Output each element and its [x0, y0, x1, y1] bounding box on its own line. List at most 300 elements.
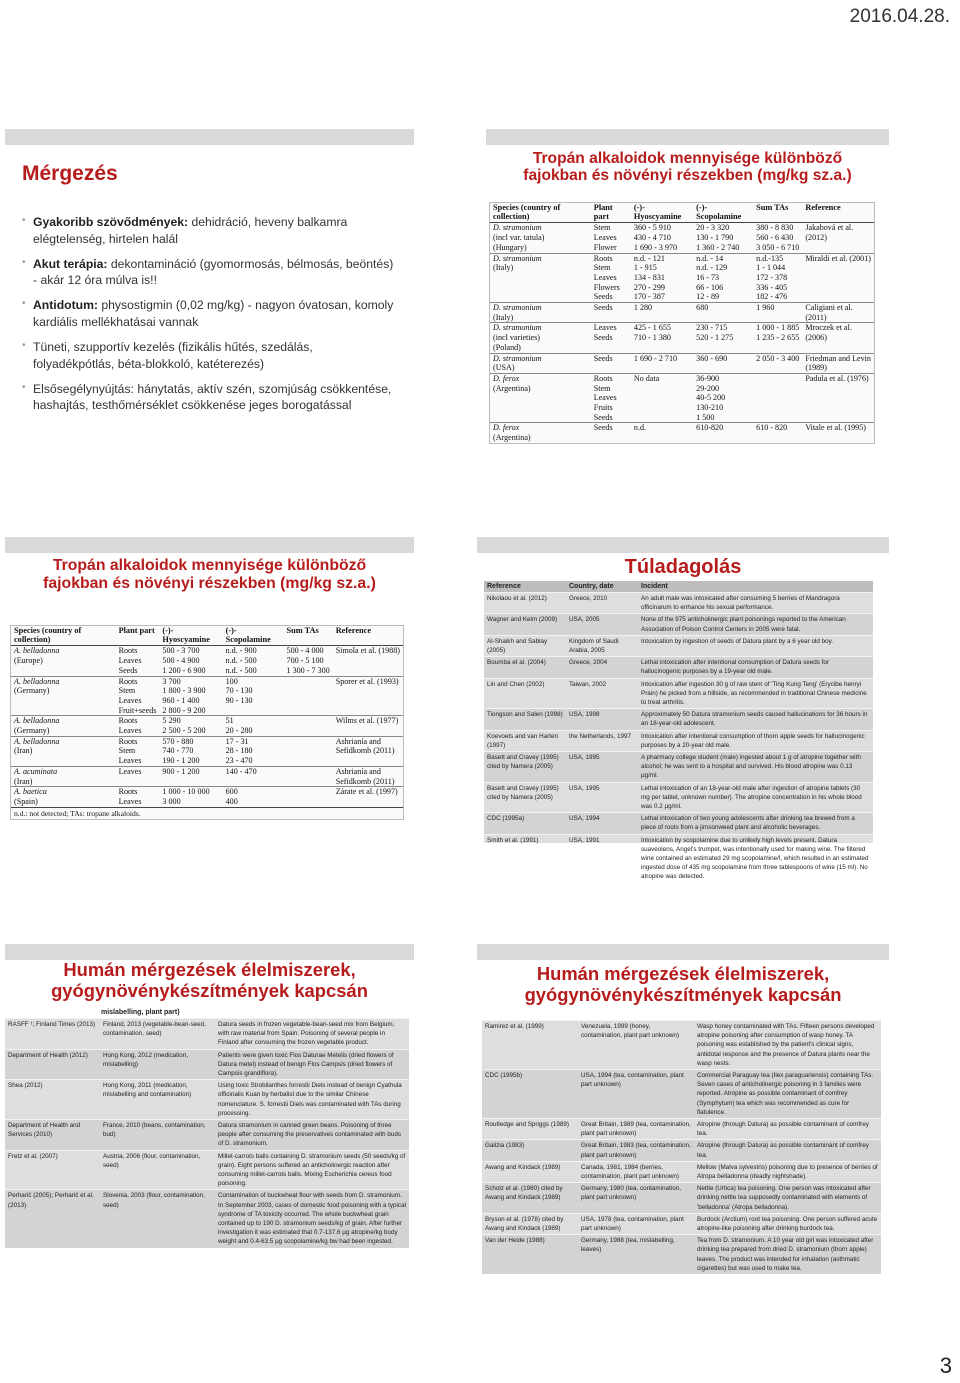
- table-cell: Padula et al. (1976): [802, 373, 874, 383]
- table-cell: 600: [223, 787, 284, 797]
- table-cell: [631, 363, 693, 373]
- table-cell: Intoxication by ingestion of seeds of Datura plant by a 6 year old boy.: [638, 635, 873, 656]
- table-row: [482, 1070, 881, 1119]
- table-cell: Roots: [116, 676, 160, 686]
- table-cell: 134 - 831: [633, 272, 665, 282]
- table-cell: Fruits: [593, 403, 613, 413]
- table-cell: [753, 343, 802, 353]
- table-row: [482, 1183, 881, 1214]
- table-cell: D. ferox: [490, 373, 591, 383]
- table-cell: Leaves: [118, 726, 142, 736]
- table-cell: [802, 403, 874, 413]
- table-cell: No data: [631, 373, 693, 383]
- table-cell: n.d. - 900: [223, 646, 284, 656]
- column-header: Sum TAs: [753, 203, 802, 223]
- table-cell: Approximately 50 Datura stramonium seeds caused hallucinations for 36 hours in an 18-year-old adolescent.: [638, 709, 873, 730]
- table-cell: [490, 413, 591, 423]
- table-cell: A. belladonna: [11, 646, 116, 656]
- column-header: (-)-Hyoscyamine: [631, 203, 693, 223]
- table-cell: (Argentina): [493, 433, 531, 443]
- table-cell: Lethal intoxication after intentional consumption of Datura seeds for hallucinogenic purposes by a 19-year old male.: [638, 657, 873, 678]
- table-cell: D. stramonium: [490, 223, 591, 233]
- table-cell: Roots: [116, 787, 160, 797]
- table-cell: Atropine (through Datura) as possible contaminant of comfrey tea.: [694, 1119, 881, 1140]
- table-cell: 70 - 130: [225, 686, 253, 696]
- table-row: [11, 736, 403, 746]
- table-cell: the Netherlands, 1997: [566, 730, 638, 751]
- table-row: [490, 303, 874, 313]
- table-cell: Caligiani et al.: [802, 303, 874, 313]
- table-cell: 1 500: [696, 412, 715, 422]
- table-row: [490, 363, 874, 373]
- bullet-item: [22, 214, 394, 248]
- table-cell: Leaves: [118, 695, 142, 705]
- table-row: [5, 1190, 409, 1248]
- table-cell: Wagner and Keim (2009): [484, 614, 566, 635]
- table-cell: [284, 676, 333, 686]
- table-cell: (incl varieties): [493, 333, 540, 343]
- table-cell: [490, 283, 591, 293]
- table-cell: [284, 686, 333, 696]
- table-cell: Simola et al. (1988): [333, 646, 403, 656]
- table-cell: [11, 696, 116, 706]
- table-cell: [591, 313, 631, 323]
- table-row: [490, 393, 874, 403]
- table-cell: 500 - 4 000: [284, 646, 333, 656]
- table-cell: 1 690 - 2 710: [631, 353, 693, 363]
- table-cell: (Iran): [14, 746, 33, 756]
- table-cell: Millet-carrots balls containing D. stramonium seeds (50 seeds/kg of grain). Eight persons suffered an anticholinergic reaction after consuming millet-carrots balls. Mixing Escherichia cereus food poisoning.: [215, 1150, 409, 1190]
- table-cell: [333, 666, 403, 676]
- table-row: [482, 1213, 881, 1234]
- table-cell: [333, 756, 403, 766]
- table-cell: [631, 413, 693, 423]
- table-cell: [223, 706, 284, 716]
- table-cell: (Italy): [493, 312, 514, 322]
- table-row: [11, 686, 403, 696]
- table-cell: Roots: [591, 373, 631, 383]
- table-cell: [223, 777, 284, 787]
- table-cell: Stem: [118, 686, 136, 696]
- table-cell: Leaves: [118, 796, 142, 806]
- table-cell: [284, 716, 333, 726]
- table-cell: 29-200: [696, 383, 720, 393]
- table-cell: [591, 343, 631, 353]
- table-cell: 3 000: [162, 796, 181, 806]
- table-cell: Department of Health (2012): [5, 1049, 100, 1080]
- table-cell: An adult male was intoxicated after consuming 5 berries of Mandragora officinarum to enhance his sexual performance.: [638, 593, 873, 614]
- table-cell: Contamination of buckwheat flour with seeds from D. stramonium. In September 2003, cases of domestic food poisoning with a typical syndrome of TA toxicity occurred. The whole buckwheat grain contained up to 190 D. stramonium seeds/kg of grain. After further investigation it was estimated that 0.7-137.6 µg atropine/kg body weight and 0.4-63.5 µg scopolamine/kg bw had been ingested.: [215, 1190, 409, 1248]
- bullet-item: [22, 381, 394, 415]
- column-header: (-)-Scopolamine: [223, 626, 284, 646]
- table-cell: 16 - 73: [696, 272, 720, 282]
- column-header: Reference: [484, 581, 566, 593]
- table-cell: 17 - 31: [223, 736, 284, 746]
- table-cell: Seeds: [591, 423, 631, 433]
- table-cell: [753, 403, 802, 413]
- table-cell: Mroczek et al.: [802, 323, 874, 333]
- table-cell: France, 2010 (beans, contamination, bud): [100, 1120, 215, 1151]
- table-cell: 400: [225, 796, 238, 806]
- bullet-lead: Gyakoribb szövődmények:: [33, 215, 189, 229]
- table-cell: 100: [223, 676, 284, 686]
- table-cell: [802, 243, 874, 253]
- table-cell: (Spain): [14, 796, 38, 806]
- table-cell: Patients were given toxic Flos Daturae Metelis (dried flowers of Datura metel) instead of benign Flos Campsis (dried flowers of Campsis grandiflora).: [215, 1049, 409, 1080]
- table-cell: [802, 384, 874, 394]
- table-cell: [11, 666, 116, 676]
- table-cell: [753, 313, 802, 323]
- table-cell: [753, 373, 802, 383]
- table-cell: Jakabová et al.: [802, 223, 874, 233]
- slide-title: Mérgezés: [22, 162, 118, 185]
- table-cell: Kingdom of Saudi Arabia, 2005: [566, 635, 638, 656]
- table-row: [11, 646, 403, 656]
- table-cell: Austria, 2006 (flour, contamination, seed): [100, 1150, 215, 1190]
- table-cell: Leaves: [593, 233, 617, 243]
- bullet-text: Elsősegélynyújtás: hánytatás, aktív szén, szomjúság csökkentése, hashajtás, testhőmérséklet csökkenése jeges borogatással: [33, 381, 392, 413]
- table-cell: (USA): [493, 363, 515, 373]
- bullet-item: [22, 339, 394, 373]
- table-cell: [159, 777, 222, 787]
- table-row: [11, 666, 403, 676]
- column-header: (-)-Hyoscyamine: [159, 626, 222, 646]
- table-cell: 190 - 1 200: [162, 756, 200, 766]
- table-row: [490, 413, 874, 423]
- food-poisoning-table-2: [482, 1020, 881, 1272]
- table-row: [484, 813, 873, 834]
- table-cell: [802, 263, 874, 273]
- table-cell: USA, 1991: [566, 834, 638, 883]
- table-cell: Sefidkomb (2011): [335, 746, 395, 756]
- table-cell: (2006): [805, 333, 827, 343]
- column-header: Species (country of collection): [490, 203, 591, 223]
- bullet-item: [22, 256, 394, 290]
- slide-title-line: gyógynövénykészítmények kapcsán: [524, 983, 842, 1005]
- table-cell: Burdock (Arctium) root tea poisoning. One person suffered acute atropine-like poisoning after drinking burdock tea.: [694, 1213, 881, 1234]
- table-cell: 140 - 470: [223, 766, 284, 776]
- table-cell: [284, 766, 333, 776]
- table-cell: USA, 1995: [566, 752, 638, 783]
- table-cell: Wilms et al. (1977): [333, 716, 403, 726]
- table-cell: D. stramonium: [490, 303, 591, 313]
- table-cell: [753, 384, 802, 394]
- table-cell: [333, 686, 403, 696]
- slide-header-bar: [477, 537, 889, 553]
- table-cell: USA, 1995: [566, 782, 638, 813]
- table-cell: 1 360 - 2 740: [696, 242, 740, 252]
- table-cell: 570 - 880: [159, 736, 222, 746]
- table-cell: Leaves: [116, 766, 160, 776]
- table-cell: Flower: [593, 242, 617, 252]
- table-cell: [284, 797, 333, 807]
- table-cell: [333, 706, 403, 716]
- page-number: 3: [939, 1353, 952, 1378]
- table-cell: A. acuminata: [11, 766, 116, 776]
- table-row: [490, 353, 874, 363]
- table-cell: [284, 756, 333, 766]
- table-cell: Galizia (1983): [482, 1140, 578, 1161]
- table-cell: Sporer et al. (1993): [333, 676, 403, 686]
- column-header: Incident: [638, 581, 873, 593]
- table-cell: Greece, 2004: [566, 657, 638, 678]
- table-cell: Nikolaou et al. (2012): [484, 593, 566, 614]
- table-row: [482, 1235, 881, 1274]
- table-cell: Routledge and Spriggs (1989): [482, 1119, 578, 1140]
- table-row: [490, 273, 874, 283]
- table-cell: 610 - 820: [753, 423, 802, 433]
- table-cell: n.d. - 500: [225, 665, 257, 675]
- table-cell: 560 - 6 430: [756, 233, 794, 243]
- slide-title-line: fajokban és növényi részekben (mg/kg sz.a.): [523, 167, 852, 185]
- table-cell: Boumba et al. (2004): [484, 657, 566, 678]
- table-cell: Van der Heide (1988): [482, 1235, 578, 1274]
- table-cell: Tea from D. stramonium. A 10 year old girl was intoxicated after drinking tea prepared from dried D. stramonium (thorn apple) leaves. The product was intended for inhalation (asthmatic cigarettes) but was used to make tea.: [694, 1235, 881, 1274]
- table-row: [11, 696, 403, 706]
- column-header: Reference: [333, 626, 403, 646]
- bullet-text: physostigmin (0,02 mg/kg) - nagyon óvatosan, komoly kardiális mellékhatásai vannak: [33, 298, 394, 330]
- table-cell: Canada, 1981, 1984 (berries, contamination, plant part unknown): [578, 1161, 694, 1182]
- table-row: [11, 656, 403, 666]
- table-cell: (Iran): [14, 776, 33, 786]
- table-cell: Hong Kong, 2012 (medication, mislabelling): [100, 1049, 215, 1080]
- table-cell: 360 - 690: [693, 353, 753, 363]
- table-cell: [802, 343, 874, 353]
- table-cell: [802, 413, 874, 423]
- table-row: [5, 1019, 409, 1050]
- food-poisoning-table-1: [5, 1008, 409, 1246]
- table-cell: Great Britain, 1983 (tea, contamination, plant part unknown): [578, 1140, 694, 1161]
- table-row: [5, 1120, 409, 1151]
- table-cell: Nettle (Urtica) tea poisoning. One person was intoxicated after drinking nettle tea supposedly contaminated with elements of 'belladonna' (Atropa belladonna).: [694, 1183, 881, 1214]
- table-cell: [693, 433, 753, 443]
- table-cell: 2 500 - 5 200: [162, 726, 206, 736]
- table-cell: [693, 313, 753, 323]
- table-cell: Using toxic Strobilanthes forrestii Diels instead of benign Cyathula officinalis Kuan by herbalist due to the similar Chinese nomenclature. S. forrestii Diels was contaminated with TAs during processing.: [215, 1080, 409, 1120]
- table-footnote: n.d.: not detected; TAs: tropane alkaloids.: [11, 807, 403, 819]
- table-cell: 430 - 4 710: [633, 233, 671, 243]
- table-cell: 3 700: [159, 676, 222, 686]
- table-row: [490, 433, 874, 443]
- table-cell: 1 000 - 1 885: [753, 323, 802, 333]
- slide-header-bar: [477, 944, 889, 960]
- table-cell: A. belladonna: [11, 716, 116, 726]
- table-cell: 51: [223, 716, 284, 726]
- table-cell: 740 - 770: [162, 746, 194, 756]
- table-cell: Stem: [118, 746, 136, 756]
- table-cell: [333, 696, 403, 706]
- table-cell: D. ferox: [490, 423, 591, 433]
- table-cell: 230 - 715: [693, 323, 753, 333]
- table-cell: 130 - 1 790: [696, 233, 734, 243]
- table-cell: [284, 736, 333, 746]
- table-cell: Al-Shaikh and Sablay (2005): [484, 635, 566, 656]
- table-cell: n.d. - 129: [696, 263, 728, 273]
- table-cell: Venezuela, 1999 (honey, contamination, plant part unknown): [578, 1021, 694, 1070]
- table-row: [490, 333, 874, 343]
- slide-title-line: Humán mérgezések élelmiszerek,: [536, 963, 830, 984]
- table-cell: n.d. - 14: [693, 253, 753, 263]
- table-cell: [631, 403, 693, 413]
- table-cell: Seeds: [593, 333, 613, 343]
- table-row: [482, 1161, 881, 1182]
- table-row: [11, 787, 403, 797]
- table-cell: Shea (2012): [5, 1080, 100, 1120]
- table-cell: [693, 363, 753, 373]
- table-row: [482, 1021, 881, 1070]
- table-row: [11, 746, 403, 756]
- table-cell: Basett and Cravey (1995) cited by Namera (2005): [484, 782, 566, 813]
- bullet-item: [22, 297, 394, 331]
- table-cell: Seeds: [593, 412, 613, 422]
- table-cell: 182 - 476: [756, 292, 788, 302]
- table-cell: (incl var. tatula): [493, 233, 545, 243]
- table-cell: n.d. - 121: [631, 253, 693, 263]
- table-cell: RASFF ¹; Finland Times (2013): [5, 1019, 100, 1050]
- table-cell: Basett and Cravey (1995) cited by Namera (2005): [484, 752, 566, 783]
- table-cell: [333, 797, 403, 807]
- table-cell: 66 - 106: [696, 282, 724, 292]
- table-cell: Stem: [593, 383, 611, 393]
- table-cell: 1 000 - 10 000: [159, 787, 222, 797]
- table-cell: Great Britain, 1989 (tea, contamination, plant part unknown): [578, 1119, 694, 1140]
- table-row: [5, 1049, 409, 1080]
- table-cell: [753, 393, 802, 403]
- table-row: [484, 657, 873, 678]
- table-cell: (1989): [805, 363, 827, 373]
- table-cell: Roots: [116, 716, 160, 726]
- table-cell: 1 960: [753, 303, 802, 313]
- table-cell: [490, 273, 591, 283]
- table-cell: Roots: [591, 253, 631, 263]
- table-cell: [333, 726, 403, 736]
- table-cell: Lethal intoxication of two young adolescents after drinking tea brewed from a piece of roots from a jimsonweed plant and alcoholic beverages.: [638, 813, 873, 834]
- bullet-list: [22, 214, 394, 422]
- table-cell: USA, 1994 (tea, contamination, plant part unknown): [578, 1070, 694, 1119]
- table-row: [482, 1119, 881, 1140]
- table-cell: [591, 433, 631, 443]
- table-cell: (Germany): [14, 726, 50, 736]
- table-cell: (2012): [805, 233, 827, 243]
- table-row: [484, 730, 873, 751]
- table-cell: Vitale et al. (1995): [802, 423, 874, 433]
- table-cell: [490, 393, 591, 403]
- table-cell: [802, 292, 874, 302]
- table-cell: 170 - 387: [633, 292, 665, 302]
- table-cell: 172 - 378: [756, 272, 788, 282]
- table-cell: Leaves: [118, 756, 142, 766]
- table-row: [490, 323, 874, 333]
- table-cell: 1 690 - 3 970: [633, 242, 678, 252]
- table-cell: 36-900: [693, 373, 753, 383]
- table-cell: [11, 756, 116, 766]
- table-cell: Zárate et al. (1997): [333, 787, 403, 797]
- bullet-lead: Antidotum:: [33, 298, 98, 313]
- table-cell: Ashrianía and: [333, 736, 403, 746]
- table-cell: Leaves: [591, 323, 631, 333]
- overdose-incident-table: [484, 581, 873, 881]
- slide-title-line: Tropán alkaloidok mennyisége különböző: [52, 557, 367, 574]
- table-cell: Greece, 2010: [566, 593, 638, 614]
- table-cell: 960 - 1 400: [162, 695, 200, 705]
- table-cell: 1 300 - 7 300: [286, 665, 330, 675]
- table-row: [11, 716, 403, 726]
- table-row: [484, 782, 873, 813]
- table-cell: Koevoets and van Harten (1997): [484, 730, 566, 751]
- table-cell: [490, 292, 591, 302]
- table-cell: Miraldi et al. (2001): [802, 253, 874, 263]
- table-row: [490, 313, 874, 323]
- table-row: [490, 384, 874, 394]
- column-header: Species (country of collection): [11, 626, 116, 646]
- table-row: [482, 1140, 881, 1161]
- column-header: Country, date: [566, 581, 638, 593]
- table-cell: n.d. - 500: [225, 656, 257, 666]
- table-cell: 1 200 - 6 900: [162, 665, 206, 675]
- table-cell: 520 - 1 275: [696, 333, 734, 343]
- table-cell: [631, 384, 693, 394]
- slide-title-line: gyógynövénykészítmények kapcsán: [51, 979, 368, 1001]
- table-cell: 700 - 5 100: [286, 656, 324, 666]
- table-row: [490, 343, 874, 353]
- table-cell: Atropine (through Datura) as possible contaminant of comfrey tea.: [694, 1140, 881, 1161]
- table-cell: 2 050 - 3 400: [753, 353, 802, 363]
- table-cell: n.d.-135: [753, 253, 802, 263]
- table-cell: 20 - 3 320: [693, 223, 753, 233]
- table-cell: 1 - 1 044: [756, 263, 786, 273]
- table-cell: [631, 343, 693, 353]
- slide-header-bar: [5, 944, 414, 960]
- bullet-text: Tüneti, szupportív kezelés (fizikális hűtés, szedálás, folyadékpótlás, béta-blokkoló, katéterezés): [33, 339, 313, 371]
- page-date: 2016.04.28.: [849, 6, 950, 27]
- table-row: [5, 1080, 409, 1120]
- table-cell: [284, 787, 333, 797]
- table-row: [484, 752, 873, 783]
- table-cell: 710 - 1 380: [633, 333, 671, 343]
- table-cell: 900 - 1 200: [159, 766, 222, 776]
- table-cell: CDC (1995a): [484, 813, 566, 834]
- table-cell: D. stramonium: [490, 353, 591, 363]
- table-row: [490, 223, 874, 233]
- table-cell: Finland, 2013 (vegetable-bean-seed, contamination, seed): [100, 1019, 215, 1050]
- table-cell: (Poland): [493, 342, 521, 352]
- table-cell: Roots: [116, 646, 160, 656]
- table-cell: 5 290: [159, 716, 222, 726]
- table-cell: Scholz et al. (1980) cited by Awang and Kindack (1989): [482, 1183, 578, 1214]
- table-cell: 2 800 - 9 200: [162, 705, 206, 715]
- table-cell: D. stramonium: [490, 253, 591, 263]
- table-cell: Mellow (Malva sylvestris) poisoning due to presence of berries of Atropa belladonna (deadly nightshade).: [694, 1161, 881, 1182]
- table-cell: [284, 726, 333, 736]
- column-header: Reference: [802, 203, 874, 223]
- table-row: [484, 834, 873, 883]
- column-header: (-)-Scopolamine: [693, 203, 753, 223]
- table-cell: Lethal intoxication of an 18-year-old male after ingestion of atropine tablets (30 mg per tablet, unknown number). The atropine concentration in his whole blood was 0.2 µg/ml.: [638, 782, 873, 813]
- table-cell: 1 235 - 2 655: [756, 333, 800, 343]
- table-row: [484, 709, 873, 730]
- table-row: [490, 423, 874, 433]
- table-cell: [116, 777, 160, 787]
- table-cell: Datura seeds in frozen vegetable-bean-seed mix from Belgium, with raw material from Spain. Poisoning of several people in Finland after consuming the frozen vegetable product.: [215, 1019, 409, 1050]
- table-cell: Friedman and Levin: [802, 353, 874, 363]
- table-cell: Seeds: [591, 303, 631, 313]
- table-cell: USA, 1994: [566, 813, 638, 834]
- table-header-fragment: mislabelling, plant part): [5, 1008, 409, 1018]
- table-cell: 1 800 - 3 900: [162, 686, 206, 696]
- table-cell: Slovenia, 2003 (flour, contamination, seed): [100, 1190, 215, 1248]
- table-cell: CDC (1995b): [482, 1070, 578, 1119]
- table-cell: USA, 1978 (tea, contamination, plant part unknown): [578, 1213, 694, 1234]
